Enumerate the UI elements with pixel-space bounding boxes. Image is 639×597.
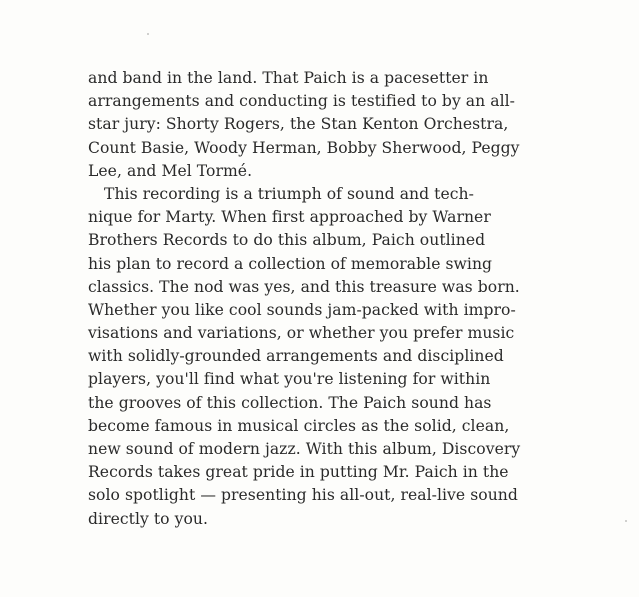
text-line: his plan to record a collection of memorable swing [88,254,493,273]
text-line: visations and variations, or whether you prefer music [88,324,515,343]
body-text [88,67,568,531]
text-line: Whether you like cool sounds jam-packed with impro- [88,300,516,319]
paper-speck [625,520,627,522]
text-line: Count Basie, Woody Herman, Bobby Sherwood, Peggy [88,138,520,157]
text-line: solo spotlight — presenting his all-out, real-live sound [88,486,518,505]
text-line: Brothers Records to do this album, Paich outlined [88,231,486,250]
paragraph-start-line: This recording is a triumph of sound and tech- [104,184,474,203]
text-line: Lee, and Mel Tormé. [88,161,253,180]
text-line: nique for Marty. When first approached by Warner [88,208,491,227]
text-line: arrangements and conducting is testified to by an all- [88,92,515,111]
text-line: and band in the land. That Paich is a pacesetter in [88,69,489,87]
text-line: new sound of modern jazz. With this album, Discovery [88,440,521,458]
text-line: classics. The nod was yes, and this treasure was born. [88,277,520,296]
text-line: become famous in musical circles as the solid, clean, [88,416,510,435]
text-line: players, you'll find what you're listening for within [88,370,491,389]
paper-speck [147,33,149,35]
text-line: Records takes great pride in putting Mr. Paich in the [88,463,509,482]
text-line: the grooves of this collection. The Paich sound has [88,393,492,412]
text-line: with solidly-grounded arrangements and disciplined [88,347,504,366]
text-line: directly to you. [88,509,209,528]
text-line: star jury: Shorty Rogers, the Stan Kenton Orchestra, [88,115,509,134]
